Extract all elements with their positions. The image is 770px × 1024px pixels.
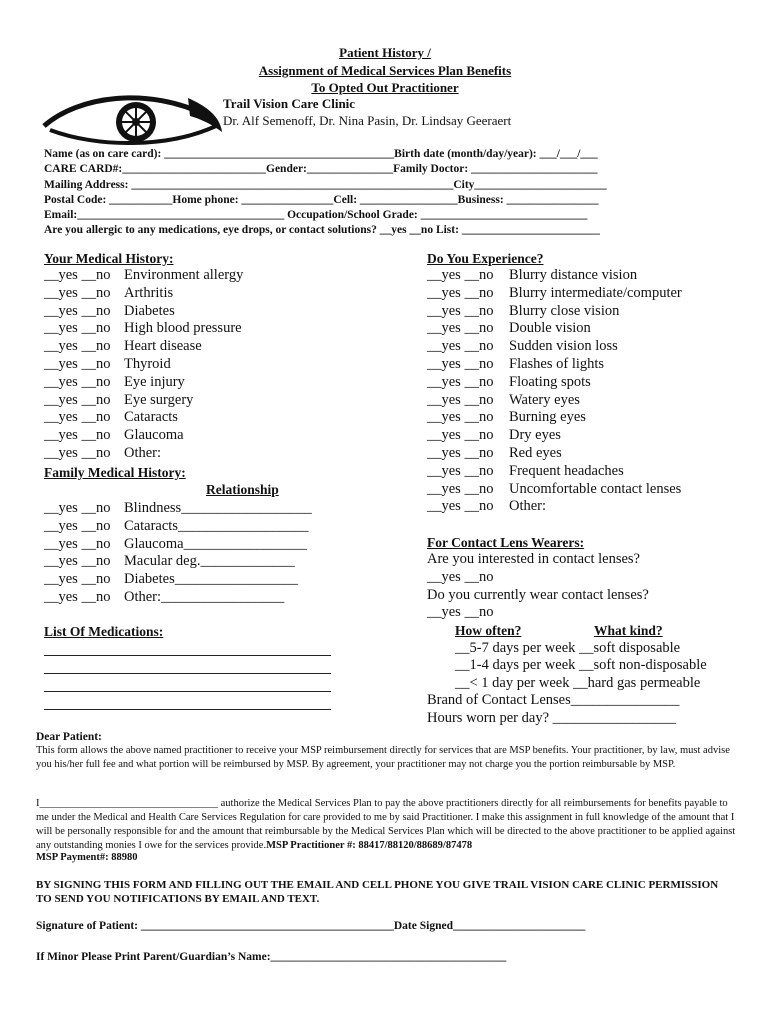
family-history-item-label: Glaucoma_________________ <box>124 535 307 552</box>
experience-item-label: Frequent headaches <box>509 462 624 479</box>
address-city-field[interactable]: Mailing Address: ________________________________________________________City_______________________ <box>44 179 607 191</box>
msp-practitioner-number: MSP Practitioner #: 88417/88120/88689/87478 <box>266 840 473 851</box>
experience-item-label: Other: <box>509 498 547 515</box>
medical-history-item-options[interactable]: __yes __no <box>44 409 111 426</box>
relationship-heading: Relationship <box>206 482 279 497</box>
name-birthdate-field[interactable]: Name (as on care card): ________________________________________Birth date (month/day/year): ___/___/___ <box>44 148 598 160</box>
medical-history-item-label: Environment allergy <box>124 267 244 283</box>
family-history-item-options[interactable]: __yes __no <box>44 571 111 588</box>
medical-history-heading: Your Medical History: <box>44 251 174 266</box>
doctor-names: Dr. Alf Semenoff, Dr. Nina Pasin, Dr. Lindsay Geeraert <box>223 113 512 128</box>
family-history-item-options[interactable]: __yes __no <box>44 500 111 516</box>
frequency-kind-row[interactable]: __< 1 day per week __hard gas permeable <box>455 675 701 691</box>
form-title-line3: To Opted Out Practitioner <box>311 80 459 95</box>
family-history-item-options[interactable]: __yes __no <box>44 535 111 552</box>
experience-item-options[interactable]: __yes __no <box>427 356 494 372</box>
authorization-text[interactable]: I__________________________________ authorize the Medical Services Plan to pay the above practitioners directly for all reimbursements for benefits payable to me under the Medical and Health Care Services Regulation for care provided to me by said Practitioner. I make this assignment in full knowledge of the amount that I will be personally responsible for and the amount that reimbursable by the Medical Services Plan which will be directed to the above practitioner to be applied against any outstanding monies I owe for the services provide. <box>36 798 736 851</box>
medical-history-item-options[interactable]: __yes __no <box>44 338 111 355</box>
medical-history-item-label: Cataracts <box>124 409 178 426</box>
letter-paragraph-2 <box>36 797 740 853</box>
clinic-name: Trail Vision Care Clinic <box>223 96 356 111</box>
experience-item-label: Sudden vision loss <box>509 338 618 355</box>
family-history-item-label: Other:_________________ <box>124 589 285 605</box>
experience-item-options[interactable]: __yes __no <box>427 338 494 355</box>
medical-history-item-label: Eye surgery <box>124 391 194 408</box>
medical-history-item-label: Other: <box>124 445 162 461</box>
experience-item-options[interactable]: __yes __no <box>427 427 494 444</box>
medical-history-item-options[interactable]: __yes __no <box>44 267 111 283</box>
frequency-kind-row[interactable]: __1-4 days per week __soft non-disposable <box>455 657 707 673</box>
family-history-item-label: Blindness__________________ <box>124 500 312 516</box>
family-history-item-label: Macular deg._____________ <box>124 553 295 570</box>
medical-history-item-options[interactable]: __yes __no <box>44 284 111 301</box>
medical-history-item-options[interactable]: __yes __no <box>44 302 111 319</box>
experience-item-options[interactable]: __yes __no <box>427 462 494 479</box>
medical-history-item-label: High blood pressure <box>124 320 242 337</box>
experience-item-label: Blurry close vision <box>509 302 620 319</box>
experience-item-options[interactable]: __yes __no <box>427 409 494 426</box>
medical-history-item-options[interactable]: __yes __no <box>44 356 111 372</box>
allergy-field[interactable]: Are you allergic to any medications, eye drops, or contact solutions? __yes __no List: ________________________ <box>44 224 600 236</box>
experience-item-label: Flashes of lights <box>509 356 605 372</box>
medical-history-item-options[interactable]: __yes __no <box>44 373 111 390</box>
experience-item-options[interactable]: __yes __no <box>427 267 494 283</box>
experience-item-options[interactable]: __yes __no <box>427 320 494 337</box>
experience-item-options[interactable]: __yes __no <box>427 284 494 301</box>
brand-field[interactable]: Brand of Contact Lenses_______________ <box>427 692 680 708</box>
medication-line[interactable] <box>44 673 331 674</box>
consent-notice: BY SIGNING THIS FORM AND FILLING OUT THE EMAIL AND CELL PHONE YOU GIVE TRAIL VISION CARE CLINIC PERMISSION TO SEND YOU NOTIFICATIONS BY EMAIL AND TEXT. <box>36 879 719 905</box>
medical-history-item-label: Diabetes <box>124 302 175 319</box>
medical-history-item-options[interactable]: __yes __no <box>44 320 111 337</box>
medical-history-item-label: Eye injury <box>124 373 185 390</box>
experience-item-label: Dry eyes <box>509 427 561 444</box>
family-history-item-options[interactable]: __yes __no <box>44 517 111 534</box>
medications-heading: List Of Medications: <box>44 624 164 639</box>
experience-item-label: Red eyes <box>509 445 562 461</box>
how-often-heading: How often? <box>455 623 522 638</box>
contact-wear-question: Do you currently wear contact lenses? <box>427 587 649 603</box>
experience-item-label: Burning eyes <box>509 409 586 426</box>
letter-paragraph-1: This form allows the above named practitioner to receive your MSP reimbursement directly for services that are MSP benefits. Your practitioner, by law, must advise you his/her full fee and what portion will be reimbursed by MSP. By agreement, your practitioner may not charge you the portion reimbursable by MSP. <box>36 745 730 770</box>
signature-line[interactable]: Signature of Patient: ____________________________________________Date Signed_______________________ <box>36 920 586 932</box>
medical-history-item-label: Thyroid <box>124 356 171 372</box>
medication-line[interactable] <box>44 655 331 656</box>
what-kind-heading: What kind? <box>594 623 663 638</box>
medical-history-item-label: Arthritis <box>124 284 174 301</box>
experience-item-options[interactable]: __yes __no <box>427 498 494 515</box>
contact-interest-options[interactable]: __yes __no <box>427 569 494 585</box>
experience-item-label: Blurry distance vision <box>509 267 638 283</box>
medical-history-item-options[interactable]: __yes __no <box>44 427 111 444</box>
carecard-gender-doctor-field[interactable]: CARE CARD#:_________________________Gender:_______________Family Doctor: ______________________ <box>44 163 598 175</box>
letter-greeting: Dear Patient: <box>36 731 102 743</box>
family-history-item-label: Diabetes_________________ <box>124 571 298 588</box>
family-history-item-label: Cataracts__________________ <box>124 517 309 534</box>
contact-interest-question: Are you interested in contact lenses? <box>427 551 640 567</box>
msp-payment-number: MSP Payment#: 88980 <box>36 852 138 863</box>
family-history-item-options[interactable]: __yes __no <box>44 589 111 605</box>
contact-wear-options[interactable]: __yes __no <box>427 604 494 620</box>
experience-heading: Do You Experience? <box>427 251 544 266</box>
guardian-name-line[interactable]: If Minor Please Print Parent/Guardian’s Name:_________________________________________ <box>36 951 507 963</box>
experience-item-label: Watery eyes <box>509 391 580 408</box>
experience-item-options[interactable]: __yes __no <box>427 302 494 319</box>
experience-item-label: Double vision <box>509 320 591 337</box>
medical-history-item-label: Heart disease <box>124 338 202 355</box>
medical-history-item-options[interactable]: __yes __no <box>44 445 111 461</box>
family-history-heading: Family Medical History: <box>44 465 186 480</box>
frequency-kind-row[interactable]: __5-7 days per week __soft disposable <box>455 640 681 656</box>
hours-worn-field[interactable]: Hours worn per day? _________________ <box>427 710 676 726</box>
contact-lens-heading: For Contact Lens Wearers: <box>427 535 585 550</box>
experience-item-options[interactable]: __yes __no <box>427 391 494 408</box>
experience-item-options[interactable]: __yes __no <box>427 445 494 461</box>
form-title-line1: Patient History / <box>339 45 431 60</box>
postal-phone-field[interactable]: Postal Code: ___________Home phone: ________________Cell: _________________Business: ________________ <box>44 194 599 206</box>
medication-line[interactable] <box>44 691 331 692</box>
experience-item-label: Floating spots <box>509 373 591 390</box>
form-title-line2: Assignment of Medical Services Plan Benefits <box>258 63 512 78</box>
family-history-item-options[interactable]: __yes __no <box>44 553 111 570</box>
experience-item-options[interactable]: __yes __no <box>427 373 494 390</box>
medical-history-item-label: Glaucoma <box>124 427 184 444</box>
medication-line[interactable] <box>44 709 331 710</box>
experience-item-options[interactable]: __yes __no <box>427 480 494 497</box>
experience-item-label: Uncomfortable contact lenses <box>509 480 682 497</box>
experience-item-label: Blurry intermediate/computer <box>509 284 682 301</box>
medical-history-item-options[interactable]: __yes __no <box>44 391 111 408</box>
email-occupation-field[interactable]: Email:____________________________________ Occupation/School Grade: _____________________________ <box>44 209 588 221</box>
